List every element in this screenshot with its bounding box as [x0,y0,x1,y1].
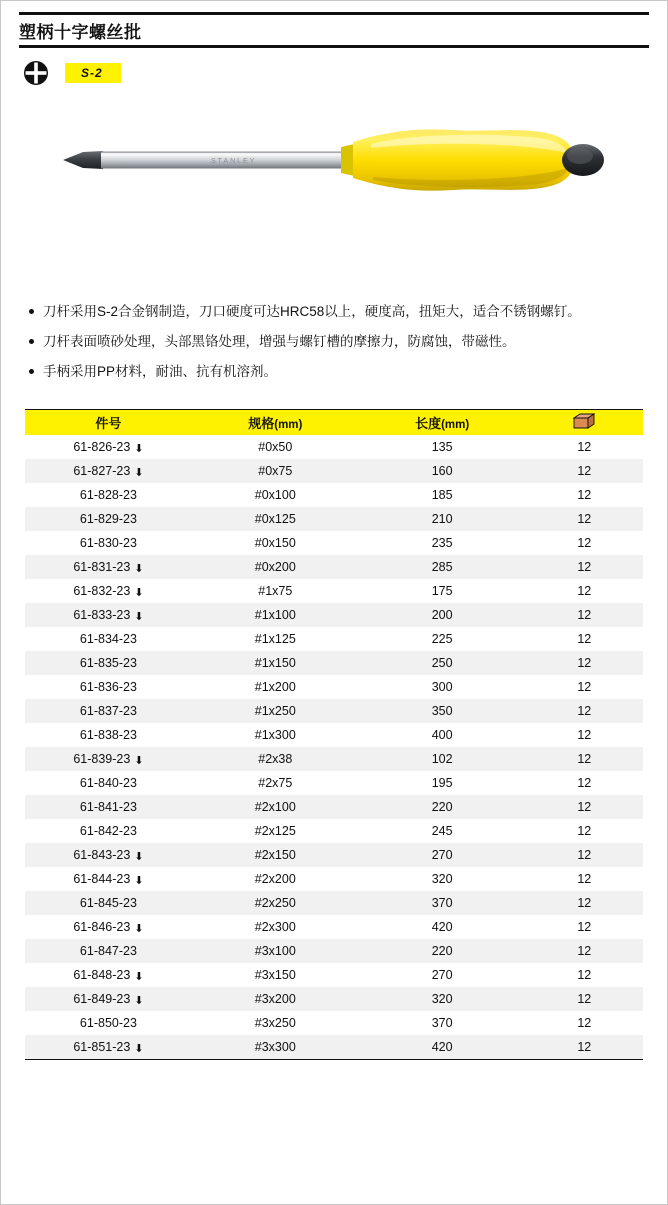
table-row [25,963,643,987]
cell-part-number [25,723,192,747]
cell-part-number [25,843,192,867]
cell-quantity: 12 [526,987,643,1011]
cell-quantity: 12 [526,699,643,723]
part-number-text: 61-831-23 [73,559,131,574]
cell-spec: #1x200 [192,675,359,699]
header-unit-text: (mm) [441,418,470,431]
cell-quantity: 12 [526,915,643,939]
cell-quantity: 12 [526,795,643,819]
cell-part-number [25,555,192,579]
column-header-packing-quantity [526,410,643,435]
cell-part-number [25,1011,192,1035]
cell-length: 320 [359,987,526,1011]
cell-spec: #2x75 [192,771,359,795]
cell-spec: #0x75 [192,459,359,483]
cell-part-number [25,603,192,627]
header-main-text: 长度 [415,415,442,431]
table-row [25,723,643,747]
cell-part-number [25,651,192,675]
cell-spec: #1x75 [192,579,359,603]
feature-item [27,360,641,385]
table-row [25,531,643,555]
cell-spec: #3x300 [192,1035,359,1059]
table-row [25,747,643,771]
cell-part-number [25,1035,192,1059]
cell-quantity: 12 [526,555,643,579]
cell-length: 220 [359,939,526,963]
down-arrow-icon: ⬇ [134,970,144,983]
cell-length: 350 [359,699,526,723]
cell-quantity: 12 [526,651,643,675]
cell-quantity: 12 [526,867,643,891]
part-number-text: 61-845-23 [79,895,137,910]
cell-spec: #0x50 [192,435,359,459]
cell-part-number [25,483,192,507]
cell-spec: #2x38 [192,747,359,771]
cell-part-number [25,579,192,603]
cell-spec: #3x100 [192,939,359,963]
table-header-row [25,410,643,435]
part-number-text: 61-837-23 [79,703,137,718]
part-number-text: 61-835-23 [79,655,137,670]
table-row [25,819,643,843]
bullet-dot-icon [29,309,34,314]
header-main-text: 规格 [248,415,275,431]
material-badge: S-2 [65,63,121,83]
cell-quantity: 12 [526,747,643,771]
part-number-text: 61-828-23 [79,487,137,502]
cell-spec: #1x125 [192,627,359,651]
part-number-text: 61-842-23 [79,823,137,838]
cell-quantity: 12 [526,531,643,555]
cell-quantity: 12 [526,675,643,699]
cell-spec: #1x150 [192,651,359,675]
cell-quantity: 12 [526,819,643,843]
cell-quantity: 12 [526,459,643,483]
cell-length: 420 [359,1035,526,1059]
cross-head-icon [23,60,49,86]
cell-quantity: 12 [526,579,643,603]
down-arrow-icon: ⬇ [134,850,144,863]
cell-spec: #3x200 [192,987,359,1011]
bullet-dot-icon [29,369,34,374]
down-arrow-icon: ⬇ [134,562,144,575]
column-header-length [359,410,526,435]
table-row [25,507,643,531]
cell-spec: #2x125 [192,819,359,843]
cell-part-number [25,627,192,651]
cell-spec: #2x200 [192,867,359,891]
feature-text: 刀杆采用S-2合金钢制造，刀口硬度可达HRC58以上，硬度高，扭矩大，适合不锈钢螺钉。 [43,304,581,319]
cell-length: 400 [359,723,526,747]
cell-length: 245 [359,819,526,843]
part-number-text: 61-826-23 [73,439,131,454]
part-number-text: 61-839-23 [73,751,131,766]
cell-quantity: 12 [526,1035,643,1059]
cell-spec: #0x200 [192,555,359,579]
cell-spec: #2x100 [192,795,359,819]
cell-part-number [25,939,192,963]
feature-list [27,300,641,385]
cell-spec: #1x100 [192,603,359,627]
cell-part-number [25,459,192,483]
part-number-text: 61-846-23 [73,919,131,934]
down-arrow-icon: ⬇ [134,466,144,479]
down-arrow-icon: ⬇ [134,874,144,887]
cell-part-number [25,819,192,843]
down-arrow-icon: ⬇ [134,586,144,599]
cell-part-number [25,435,192,459]
cell-part-number [25,771,192,795]
part-number-text: 61-827-23 [73,463,131,478]
table-row [25,675,643,699]
cell-part-number [25,963,192,987]
down-arrow-icon: ⬇ [134,610,144,623]
badge-row [23,60,667,86]
column-header-spec [192,410,359,435]
cell-spec: #1x250 [192,699,359,723]
part-number-text: 61-833-23 [73,607,131,622]
table-row [25,699,643,723]
table-row [25,627,643,651]
table-row [25,1011,643,1035]
svg-text:STANLEY: STANLEY [211,158,257,165]
table-row [25,483,643,507]
part-number-text: 61-838-23 [79,727,137,742]
cell-spec: #2x250 [192,891,359,915]
cell-length: 370 [359,1011,526,1035]
cell-length: 270 [359,963,526,987]
cell-length: 160 [359,459,526,483]
cell-part-number [25,915,192,939]
cell-spec: #3x150 [192,963,359,987]
cell-quantity: 12 [526,1011,643,1035]
cell-quantity: 12 [526,891,643,915]
down-arrow-icon: ⬇ [134,1042,144,1055]
part-number-text: 61-851-23 [73,1039,131,1054]
cell-length: 195 [359,771,526,795]
table-row [25,579,643,603]
cell-quantity: 12 [526,507,643,531]
cell-part-number [25,747,192,771]
part-number-text: 61-840-23 [79,775,137,790]
cell-length: 270 [359,843,526,867]
part-number-text: 61-830-23 [79,535,137,550]
table-header [25,410,643,435]
cell-length: 185 [359,483,526,507]
down-arrow-icon: ⬇ [134,922,144,935]
table-row [25,867,643,891]
cell-spec: #2x150 [192,843,359,867]
part-number-text: 61-844-23 [73,871,131,886]
cell-length: 320 [359,867,526,891]
cell-part-number [25,891,192,915]
header-main-text: 件号 [95,415,122,431]
cell-part-number [25,675,192,699]
feature-text: 刀杆表面喷砂处理，头部黑铬处理，增强与螺钉槽的摩擦力，防腐蚀，带磁性。 [43,333,516,349]
cell-quantity: 12 [526,963,643,987]
cell-quantity: 12 [526,723,643,747]
part-number-text: 61-834-23 [79,631,137,646]
cell-spec: #0x150 [192,531,359,555]
cell-length: 135 [359,435,526,459]
table-row [25,459,643,483]
cell-quantity: 12 [526,603,643,627]
cell-length: 210 [359,507,526,531]
cell-spec: #3x250 [192,1011,359,1035]
table-row [25,987,643,1011]
spec-table-wrapper [25,409,643,1060]
part-number-text: 61-832-23 [73,583,131,598]
cell-length: 370 [359,891,526,915]
part-number-text: 61-843-23 [73,847,131,862]
cell-part-number [25,699,192,723]
table-row [25,795,643,819]
part-number-text: 61-850-23 [79,1015,137,1030]
box-icon [573,413,595,432]
cell-part-number [25,531,192,555]
down-arrow-icon: ⬇ [134,442,144,455]
table-row [25,771,643,795]
cell-length: 220 [359,795,526,819]
cell-length: 300 [359,675,526,699]
cell-quantity: 12 [526,771,643,795]
table-body [25,435,643,1059]
part-number-text: 61-841-23 [79,799,137,814]
table-row [25,1035,643,1059]
cell-quantity: 12 [526,627,643,651]
down-arrow-icon: ⬇ [134,754,144,767]
cell-length: 250 [359,651,526,675]
cell-length: 225 [359,627,526,651]
table-row [25,915,643,939]
header-unit-text: (mm) [274,418,303,431]
cell-part-number [25,795,192,819]
cell-length: 235 [359,531,526,555]
feature-item [27,330,641,355]
feature-item [27,300,641,325]
part-number-text: 61-849-23 [73,991,131,1006]
cell-quantity: 12 [526,435,643,459]
cell-part-number [25,507,192,531]
down-arrow-icon: ⬇ [134,994,144,1007]
column-header-part-number [25,410,192,435]
cell-length: 420 [359,915,526,939]
cell-spec: #2x300 [192,915,359,939]
part-number-text: 61-848-23 [73,967,131,982]
cell-part-number [25,987,192,1011]
cell-quantity: 12 [526,843,643,867]
table-row [25,939,643,963]
table-row [25,603,643,627]
table-row [25,435,643,459]
page-title: 塑柄十字螺丝批 [19,22,142,42]
feature-text: 手柄采用PP材料，耐油、抗有机溶剂。 [43,363,278,379]
cell-spec: #0x125 [192,507,359,531]
cell-spec: #1x300 [192,723,359,747]
screwdriver-illustration [61,120,606,200]
page-title-bar [19,12,649,48]
table-row [25,555,643,579]
table-row [25,891,643,915]
cell-quantity: 12 [526,483,643,507]
table-row [25,843,643,867]
part-number-text: 61-836-23 [79,679,137,694]
part-number-text: 61-829-23 [79,511,137,526]
cell-quantity: 12 [526,939,643,963]
bullet-dot-icon [29,339,34,344]
cell-spec: #0x100 [192,483,359,507]
part-number-text: 61-847-23 [79,943,137,958]
cell-part-number [25,867,192,891]
cell-length: 200 [359,603,526,627]
cell-length: 102 [359,747,526,771]
cell-length: 175 [359,579,526,603]
table-row [25,651,643,675]
cell-length: 285 [359,555,526,579]
product-image-area [1,100,667,290]
spec-table [25,410,643,1059]
